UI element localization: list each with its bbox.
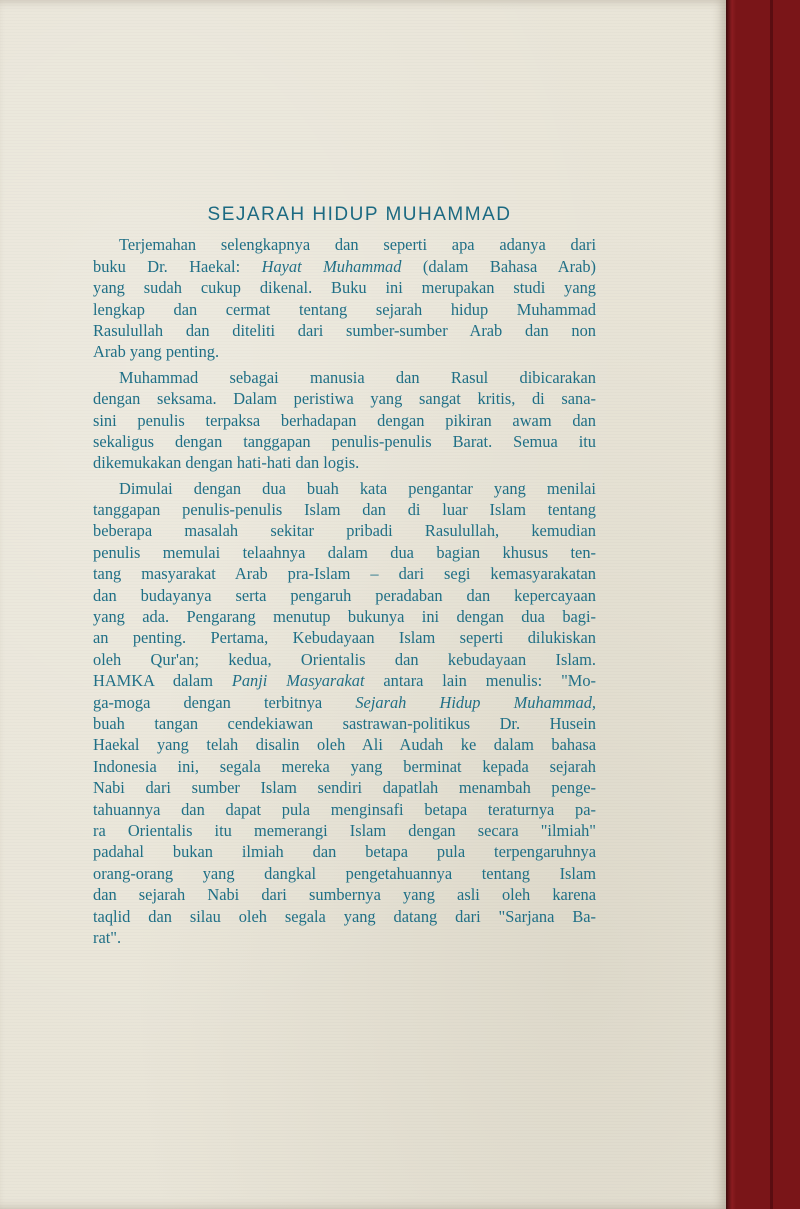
text-line: an penting. Pertama, Kebudayaan Islam seperti dilukiskan [93,628,596,648]
paragraph-1 [93,234,596,362]
text-line: oleh Qur'an; kedua, Orientalis dan kebudayaan Islam. [93,649,596,669]
text-line: dan budayanya serta pengaruh peradaban dan kepercayaan [93,585,596,605]
text-line: Haekal yang telah disalin oleh Ali Audah ke dalam bahasa [93,735,596,755]
text-line: Indonesia ini, segala mereka yang berminat kepada sejarah [93,756,596,776]
text-run: antara lain menulis: "Mo- [364,671,596,691]
text-line: tahuannya dan dapat pula menginsafi betapa teraturnya pa- [93,799,596,819]
paragraph-2 [93,367,596,474]
text-line [93,256,596,277]
text-line: sini penulis terpaksa berhadapan dengan pikiran awam dan [93,410,596,430]
book-title-italic: Hayat Muhammad [261,256,402,276]
text-line: dengan seksama. Dalam peristiwa yang sangat kritis, di sana- [93,389,596,409]
spine-edge [726,0,736,1209]
text-line: ra Orientalis itu memerangi Islam dengan secara "ilmiah" [93,820,596,840]
text-run: ga-moga dengan terbitnya [93,692,356,712]
text-line: yang ada. Pengarang menutup bukunya ini dengan dua bagi- [93,607,596,627]
spine-rule [770,0,773,1209]
text-line: dikemukakan dengan hati-hati dan logis. [93,453,360,473]
text-line: penulis memulai telaahnya dalam dua bagian khusus ten- [93,542,596,562]
text-line: lengkap dan cermat tentang sejarah hidup Muhammad [93,299,596,319]
book-title: SEJARAH HIDUP MUHAMMAD [207,204,512,225]
text-run: (dalam Bahasa Arab) [401,256,596,276]
back-cover-blurb [93,204,596,952]
text-line: tang masyarakat Arab pra-Islam – dari segi kemasyarakatan [93,564,596,584]
text-run: HAMKA dalam [93,671,232,691]
text-run: buku Dr. Haekal: [93,256,262,276]
text-line: rat". [93,927,122,947]
text-line [93,692,596,713]
paragraph-3 [93,478,596,949]
text-line: Rasulullah dan diteliti dari sumber-sumber Arab dan non [93,320,596,340]
text-line: dan sejarah Nabi dari sumbernya yang asli oleh karena [93,885,596,905]
text-line: Muhammad sebagai manusia dan Rasul dibicarakan [119,367,596,387]
text-line: taqlid dan silau oleh segala yang datang dari "Sarjana Ba- [93,906,596,926]
text-line: sekaligus dengan tanggapan penulis-penulis Barat. Semua itu [93,431,596,451]
text-line: Terjemahan selengkapnya dan seperti apa adanya dari [119,235,596,255]
text-line: Dimulai dengan dua buah kata pengantar yang menilai [119,478,596,498]
text-line: orang-orang yang dangkal pengetahuannya tentang Islam [93,863,596,883]
text-line: tanggapan penulis-penulis Islam dan di luar Islam tentang [93,500,596,520]
text-line: padahal bukan ilmiah dan betapa pula terpengaruhnya [93,842,596,862]
text-line: buah tangan cendekiawan sastrawan-politikus Dr. Husein [93,714,596,733]
book-title-italic: Sejarah Hidup Muhammad, [355,692,596,712]
magazine-title-italic: Panji Masyarakat [231,671,365,691]
text-line: beberapa masalah sekitar pribadi Rasulullah, kemudian [93,521,596,541]
text-line [93,670,596,691]
text-line: Arab yang penting. [93,342,220,362]
text-line: yang sudah cukup dikenal. Buku ini merupakan studi yang [93,278,596,298]
text-line: Nabi dari sumber Islam sendiri dapatlah menambah penge- [93,778,596,798]
